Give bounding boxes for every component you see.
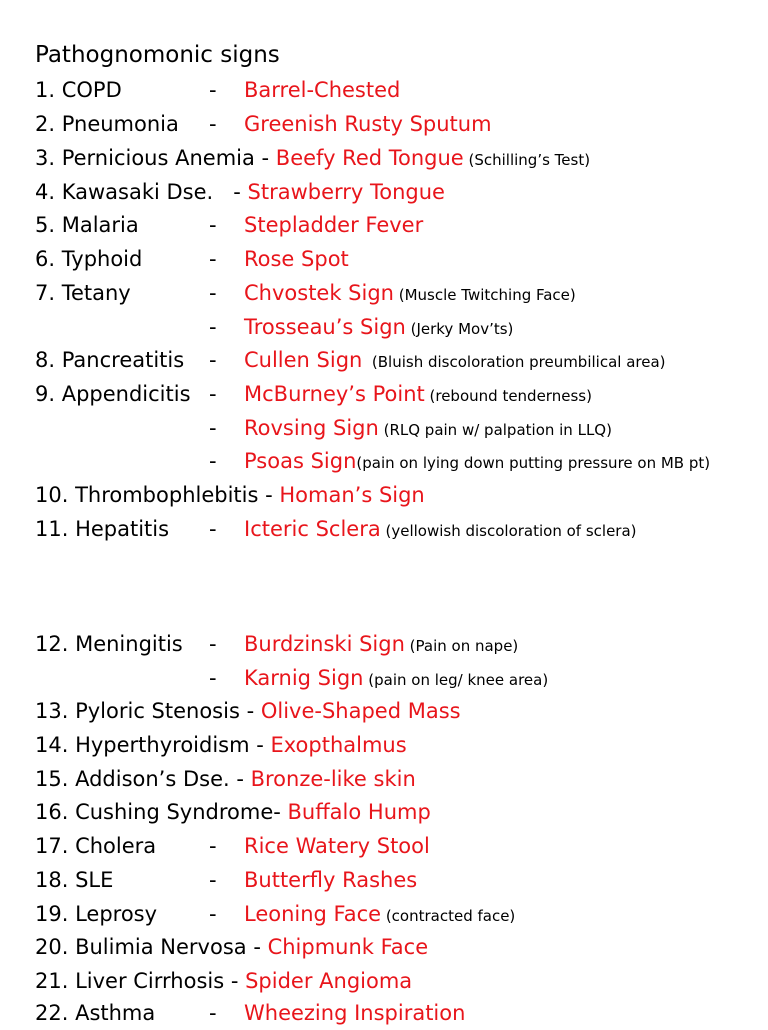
- separator-dash: -: [209, 416, 217, 440]
- condition-label: 9. Appendicitis: [35, 382, 191, 406]
- sign-text: Rovsing Sign (RLQ pain w/ palpation in LLQ): [244, 416, 612, 440]
- list-item: [35, 966, 412, 996]
- condition-label: 5. Malaria: [35, 213, 139, 237]
- condition-label: 2. Pneumonia: [35, 112, 179, 136]
- sign-text: Cullen Sign (Bluish discoloration preumbilical area): [244, 348, 666, 372]
- separator-dash: -: [209, 112, 217, 136]
- sign-text: Olive-Shaped Mass: [260, 699, 461, 723]
- condition-label: 15. Addison’s Dse. -: [35, 767, 251, 791]
- sign-note: (Jerky Mov’ts): [405, 320, 514, 338]
- sign-text: Chipmunk Face: [267, 935, 429, 959]
- sign-note: (contracted face): [381, 907, 516, 925]
- sign-text: Rice Watery Stool: [244, 834, 430, 858]
- sign-text: Strawberry Tongue: [247, 180, 445, 204]
- sign-text: McBurney’s Point (rebound tenderness): [244, 382, 592, 406]
- list-item: [35, 730, 407, 760]
- separator-dash: -: [209, 834, 217, 858]
- condition-label: 4. Kawasaki Dse. -: [35, 180, 248, 204]
- condition-label: 19. Leprosy: [35, 902, 158, 926]
- list-item: [35, 480, 425, 510]
- condition-label: 7. Tetany: [35, 281, 131, 305]
- sign-note: (Pain on nape): [404, 637, 519, 655]
- sign-text: Psoas Sign(pain on lying down putting pressure on MB pt): [244, 449, 711, 473]
- separator-dash: -: [209, 281, 217, 305]
- list-item: [35, 696, 461, 726]
- list-item: [35, 177, 445, 207]
- sign-text: Homan’s Sign: [279, 483, 425, 507]
- sign-text: Buffalo Hump: [287, 800, 431, 824]
- separator-dash: -: [209, 382, 217, 406]
- sign-text: Beefy Red Tongue (Schilling’s Test): [275, 146, 591, 170]
- condition-label: 21. Liver Cirrhosis -: [35, 969, 246, 993]
- sign-note: (Schilling’s Test): [463, 151, 591, 169]
- separator-dash: -: [209, 78, 217, 102]
- sign-text: Butterfly Rashes: [244, 868, 418, 892]
- condition-label: 8. Pancreatitis: [35, 348, 185, 372]
- condition-label: 20. Bulimia Nervosa -: [35, 935, 268, 959]
- condition-label: 6. Typhoid: [35, 247, 143, 271]
- sign-note: (pain on lying down putting pressure on MB pt): [356, 454, 711, 472]
- sign-text: Burdzinski Sign (Pain on nape): [244, 632, 519, 656]
- separator-dash: -: [209, 902, 217, 926]
- sign-text: Greenish Rusty Sputum: [244, 112, 492, 136]
- condition-label: 18. SLE: [35, 868, 114, 892]
- sign-text: Rose Spot: [244, 247, 349, 271]
- sign-note: (rebound tenderness): [424, 387, 592, 405]
- page-title: Pathognomonic signs: [35, 42, 280, 68]
- condition-label: 1. COPD: [35, 78, 122, 102]
- condition-label: 14. Hyperthyroidism -: [35, 733, 271, 757]
- list-item: [35, 143, 590, 173]
- sign-note: (Muscle Twitching Face): [393, 286, 576, 304]
- condition-label: 22. Asthma: [35, 1001, 156, 1025]
- separator-dash: -: [209, 517, 217, 541]
- separator-dash: -: [209, 213, 217, 237]
- separator-dash: -: [209, 632, 217, 656]
- sign-text: Spider Angioma: [245, 969, 413, 993]
- separator-dash: -: [209, 1001, 217, 1025]
- sign-text: Karnig Sign (pain on leg/ knee area): [244, 666, 549, 690]
- condition-label: 11. Hepatitis: [35, 517, 170, 541]
- sign-text: Trosseau’s Sign (Jerky Mov’ts): [244, 315, 514, 339]
- sign-text: Leoning Face (contracted face): [244, 902, 516, 926]
- sign-note: (yellowish discoloration of sclera): [380, 522, 637, 540]
- separator-dash: -: [209, 449, 217, 473]
- sign-text: Stepladder Fever: [244, 213, 424, 237]
- sign-note: (Bluish discoloration preumbilical area): [362, 353, 666, 371]
- sign-text: Icteric Sclera (yellowish discoloration of sclera): [244, 517, 637, 541]
- separator-dash: -: [209, 348, 217, 372]
- condition-label: 17. Cholera: [35, 834, 157, 858]
- sign-text: Exopthalmus: [270, 733, 407, 757]
- condition-label: 13. Pyloric Stenosis -: [35, 699, 261, 723]
- separator-dash: -: [209, 247, 217, 271]
- sign-text: Barrel-Chested: [244, 78, 401, 102]
- separator-dash: -: [209, 868, 217, 892]
- list-item: [35, 932, 428, 962]
- sign-note: (pain on leg/ knee area): [363, 671, 549, 689]
- condition-label: 16. Cushing Syndrome-: [35, 800, 288, 824]
- sign-text: Chvostek Sign (Muscle Twitching Face): [244, 281, 576, 305]
- separator-dash: -: [209, 666, 217, 690]
- list-item: [35, 764, 416, 794]
- condition-label: 12. Meningitis: [35, 632, 183, 656]
- sign-note: (RLQ pain w/ palpation in LLQ): [378, 421, 612, 439]
- list-item: [35, 797, 431, 827]
- condition-label: 10. Thrombophlebitis -: [35, 483, 280, 507]
- condition-label: 3. Pernicious Anemia -: [35, 146, 276, 170]
- sign-text: Wheezing Inspiration: [244, 1001, 466, 1025]
- separator-dash: -: [209, 315, 217, 339]
- sign-text: Bronze-like skin: [250, 767, 416, 791]
